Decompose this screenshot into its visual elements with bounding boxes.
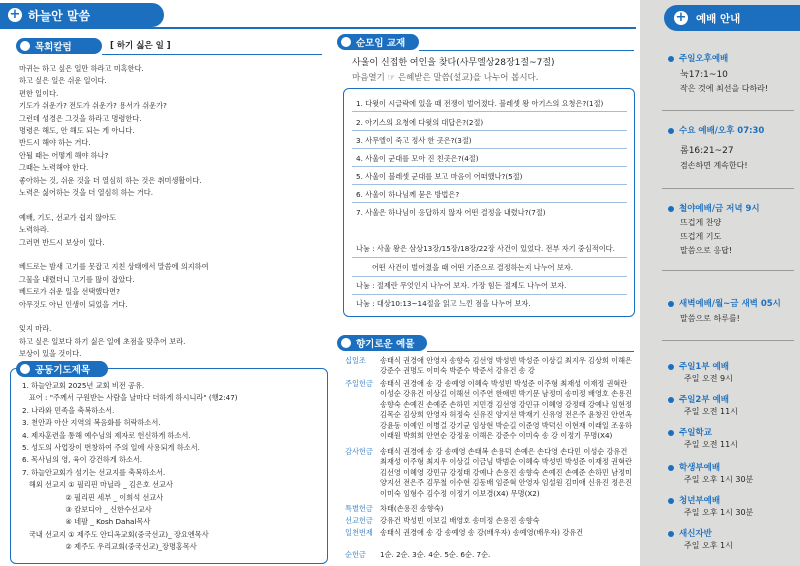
study-header — [337, 34, 419, 50]
share-divider — [352, 294, 627, 295]
schedule-title — [668, 426, 712, 438]
column-line: 보상이 있을 것이다. — [19, 349, 82, 359]
column-header-line — [102, 54, 322, 55]
schedule-title — [668, 461, 720, 473]
prayer-item: 1. 하늘안교회 2025년 교회 비전 공유. — [22, 381, 145, 390]
worship-section-title — [668, 202, 760, 214]
worship-header — [664, 5, 800, 31]
worship-header-label: 예배 안내 — [696, 12, 741, 25]
worship-divider — [662, 188, 794, 189]
column-line: 하고 싶은 일보다 하기 싫은 일에 초점을 맞추어 보라. — [19, 336, 186, 346]
column-line: 하고 싶은 일은 쉬운 일이다. — [19, 76, 107, 86]
offering-label: 선교헌금 — [345, 516, 373, 525]
prayer-item: 6. 목사님의 영, 육이 강건하게 하소서. — [22, 455, 143, 465]
schedule-title-text: 새신자반 — [679, 529, 712, 539]
schedule-title-text: 주일2부 예배 — [679, 395, 729, 405]
prayer-list — [22, 380, 322, 554]
bullet-icon — [668, 531, 674, 537]
schedule-time: 주일 오전 9시 — [684, 374, 733, 383]
schedule-time: 주일 오전 11시 — [684, 407, 738, 416]
study-question: 3. 사무엘이 죽고 정사 한 곳은?(3절) — [356, 136, 472, 145]
prayer-item: 7. 하늘안교회가 섬기는 선교지를 축복하소서. — [22, 467, 166, 477]
worship-divider — [662, 270, 794, 271]
column-line: 마귀는 하고 싶은 일만 하라고 미혹한다. — [19, 64, 144, 73]
worship-message: 겸손하면 계속한다! — [680, 161, 748, 170]
share-divider — [352, 257, 627, 258]
bullet-icon — [668, 128, 674, 134]
schedule-title-text: 주일학교 — [679, 428, 712, 438]
column-line: 잊지 마라. — [19, 324, 52, 334]
schedule-title-text: 학생부예배 — [679, 463, 721, 473]
worship-verse: 롬16:21~27 — [680, 146, 734, 156]
study-header-label: 순모임 교재 — [356, 38, 406, 49]
study-question: 1. 다윗이 시글락에 있을 때 전쟁이 벌어졌다. 블레셋 왕 아기스의 요청은?(1절) — [356, 99, 604, 108]
column-line: 그러면 반드시 보상이 있다. — [19, 237, 105, 247]
worship-section-title — [668, 124, 764, 136]
plus-icon: + — [9, 7, 21, 22]
column-line: 그때는 노력해야 한다. — [19, 163, 89, 173]
study-share: 나눔 : 대상10:13~14절을 읽고 느낀 점을 나누어 보자. — [356, 299, 531, 308]
bullet-icon — [668, 56, 674, 62]
worship-section-title-text: 주일오후예배 — [679, 54, 729, 64]
column-line: 베드로는 밤새 고기를 못잡고 지친 상태에서 말씀에 의지하여 — [19, 262, 209, 272]
column-line: 편한 일이다. — [19, 88, 59, 98]
study-title: 사울이 신접한 여인을 찾다(사무엘상28장1절~7절) — [352, 58, 555, 68]
prayer-item: ② 필리핀 세부 _ 이희석 선교사 — [22, 492, 164, 502]
study-question: 4. 사울이 군대를 모아 진 친곳은?(4절) — [356, 154, 479, 163]
bullet-icon — [668, 430, 674, 436]
column-line: 노력하라. — [19, 225, 50, 235]
column-line: 안될 때는 어떻게 해야 하나? — [19, 150, 109, 160]
column-line: 노력은 싫어하는 것을 더 열심히 하는 거다. — [19, 188, 154, 198]
prayer-item: 3. 천안과 아산 지역의 복음화를 허락하소서. — [22, 418, 161, 428]
bullet-icon — [668, 397, 674, 403]
offering-names: 송태식 권경애 송 강 송예영 송 강(배우자) 송예영(배우자) 강유건 — [380, 528, 584, 537]
offering-label: 일천번제 — [345, 528, 373, 537]
share-divider — [352, 276, 627, 277]
worship-verse: 눅17:1~10 — [680, 70, 728, 80]
column-spacer — [19, 311, 319, 323]
offering-label: 주일헌금 — [345, 379, 373, 388]
offering-label: 십일조 — [345, 356, 366, 365]
column-line: 그물을 내렸더니 고기를 많이 잡았다. — [19, 274, 135, 284]
offering-names: 차태(손용진 송향숙) — [380, 504, 444, 513]
schedule-time: 주일 오전 11시 — [684, 440, 738, 449]
prayer-item: 해외 선교지 ① 필리핀 마닐라 _ 김은호 선교사 — [22, 480, 173, 490]
study-question: 7. 사울은 하나님이 응답하지 않자 어떤 결정을 내렸나?(7절) — [356, 208, 546, 217]
worship-section-title — [668, 52, 728, 64]
study-share: 나눔 : 사울 왕은 삼상13장/15장/18장/22장 사건이 있었다. 전부 자기 중심적이다. — [356, 244, 615, 253]
offering-label: 특별헌금 — [345, 504, 373, 513]
question-divider — [352, 130, 627, 131]
column-line: 명령은 해도, 안 해도 되는 게 아니다. — [19, 126, 135, 136]
bullet-icon — [668, 498, 674, 504]
prayer-item: ④ 네팔 _ Kosh Dahal목사 — [22, 517, 151, 527]
prayer-item: 4. 제자훈련을 통해 예수님의 제자로 헌신하게 하소서. — [22, 430, 191, 440]
page-banner — [0, 3, 164, 27]
column-line: 기도가 쉬운가? 전도가 쉬운가? 용서가 쉬운가? — [19, 101, 167, 111]
column-line: 좋아하는 것, 쉬운 것을 더 열심히 하는 것은 취미생활이다. — [19, 175, 202, 185]
schedule-title — [668, 393, 729, 405]
question-divider — [352, 148, 627, 149]
question-divider — [352, 202, 627, 203]
column-header — [16, 38, 102, 54]
study-question: 6. 사울이 하나님께 묻은 방법은? — [356, 190, 460, 199]
study-intro: 마음열기 ☞ 은혜받은 말씀(설교)을 나누어 봅시다. — [352, 73, 539, 83]
prayer-item: 2. 나라와 민족을 축복하소서. — [22, 405, 115, 415]
question-divider — [352, 184, 627, 185]
prayer-item: 5. 성도의 사업장이 번창하여 주의 일에 사용되게 하소서. — [22, 443, 200, 453]
worship-section-title-text: 새벽예배/월~금 새벽 05시 — [679, 299, 781, 309]
offering-header-label: 향기로운 예물 — [356, 339, 415, 350]
schedule-time: 주일 오후 1시 30분 — [684, 508, 754, 517]
worship-message: 작은 것에 최선을 다하라! — [680, 84, 769, 93]
bullet-icon — [668, 465, 674, 471]
question-divider — [352, 166, 627, 167]
schedule-title — [668, 494, 720, 506]
column-line: 아무것도 아닌 인생이 되었을 거다. — [19, 299, 128, 309]
column-spacer — [19, 249, 319, 261]
question-divider — [352, 111, 627, 112]
column-body — [19, 63, 319, 361]
schedule-title — [668, 527, 712, 539]
schedule-title — [668, 360, 729, 372]
banner-title: 하늘안 말씀 — [28, 8, 91, 23]
offering-names: 송태식 권경애 송 강 송예영 손태복 손용덕 손예은 손다영 손다민 이성순 강유건 최재성 이주형 최지우 이상길 이금님 박범순 이혜숙 박성빈 박성준 이재정 권혁란 김선영 이혜영 강민규 강정태 강예나 손용진 송향숙 손예진 손예준 손하민 남정미 양지선 전은주 김무철 이수현 김동배 임준혁 안영자 임설원 김미애 신유진 정은진 이미숙 임형수 김수정 이정기 이보경(X4) 무명(X2) — [380, 447, 632, 498]
schedule-title-text: 주일1부 예배 — [679, 362, 729, 372]
worship-section-title-text: 수요 예배/오후 07:30 — [679, 126, 765, 136]
schedule-title-text: 청년부예배 — [679, 496, 721, 506]
study-question: 2. 아기스의 요청에 다윗의 대답은?(2절) — [356, 118, 484, 127]
offering-names: 강유건 박성빈 이보길 배영호 송미정 손용진 송향숙 — [380, 516, 540, 525]
dot-icon — [341, 338, 351, 348]
study-share: 어떤 사건이 벌어졌을 때 어떤 기준으로 결정하는지 나누어 보자. — [356, 263, 574, 272]
prayer-header — [16, 361, 108, 377]
offering-header — [337, 335, 427, 351]
banner-divider — [0, 27, 636, 29]
offering-label: 감사헌금 — [345, 447, 373, 456]
column-line: 반드시 해야 하는 거다. — [19, 138, 91, 148]
schedule-time: 주일 오후 1시 30분 — [684, 475, 754, 484]
prayer-item: ③ 캄보디아 _ 신한수선교사 — [22, 505, 152, 515]
prayer-item: 국내 선교지 ① 제주도 안디옥교회(중국선교)_ 장요엔목사 — [22, 529, 209, 539]
worship-section-title — [668, 297, 781, 309]
bullet-icon — [668, 206, 674, 212]
column-subtitle: [ 하기 싫은 일 ] — [110, 41, 171, 51]
bullet-icon — [668, 301, 674, 307]
worship-message: 뜨겁게 찬양 — [680, 218, 722, 227]
column-line: 예배, 기도, 선교가 쉽지 않아도 — [19, 212, 117, 222]
column-spacer — [19, 199, 319, 211]
dot-icon — [20, 364, 30, 374]
study-question: 5. 사울이 블레셋 군대를 보고 마음이 어떠했나?(5절) — [356, 172, 523, 181]
study-header-line — [419, 50, 634, 51]
offering-names: 송태식 권경애 안영자 송향숙 김선영 박성빈 박성준 이상길 최지우 김상희 이해은 강준수 권명도 이미숙 박준수 박준서 강유건 송 강 — [380, 356, 632, 376]
worship-message: 말씀으로 하루를! — [680, 314, 740, 323]
study-share: 나눔 : 절제란 무엇인지 나누어 보자. 가장 힘든 절제도 나누어 보자. — [356, 281, 567, 290]
offering-names: 송태식 권경애 송 강 송예영 이혜숙 박성빈 박성준 이주형 최재성 이재정 권혁란 이성순 강유건 이상길 이해선 이주연 한애빈 박기문 남정미 송미정 배영호 손용진 송향숙 손예진 손예준 손하민 지민경 김선영 강민규 이혜영 강정태 강예나 임현정 김목순 김상희 안영자 허정숙 신유진 양지선 박재기 신유영 전은주 윤창진 안연옥 강윤동 이예인 이병걸 강기균 임상현 박순길 이준영 박덕신 이현재 이래일 조웅하 이래원 박희희 안연순 강정웅 이해은 강준수 이미숙 송 강 이정기 무명(X4) — [380, 379, 632, 441]
worship-message: 말씀으로 응답! — [680, 246, 733, 255]
plus-icon: + — [675, 10, 687, 25]
column-line: 베드로가 쉬운 일을 선택했다면? — [19, 287, 120, 297]
offering-names: 1순. 2순. 3순. 4순. 5순. 6순. 7순. — [380, 550, 491, 559]
column-header-label: 목회칼럼 — [35, 42, 72, 53]
prayer-header-label: 공동기도제목 — [35, 365, 91, 376]
worship-message: 뜨겁게 기도 — [680, 232, 722, 241]
offering-header-line — [427, 351, 634, 352]
dot-icon — [20, 41, 30, 51]
worship-section-title-text: 철야예배/금 저녁 9시 — [679, 204, 760, 214]
dot-icon — [341, 37, 351, 47]
column-line: 그런데 성경은 그것을 하라고 명령한다. — [19, 113, 142, 123]
prayer-item: ② 제주도 우리교회(중국선교)_장명홍목사 — [22, 542, 197, 552]
worship-divider — [662, 110, 794, 111]
worship-divider — [662, 340, 794, 341]
schedule-time: 주일 오후 1시 — [684, 541, 733, 550]
bullet-icon — [668, 364, 674, 370]
offering-label: 순헌금 — [345, 550, 366, 559]
prayer-item: 표어 : "주께서 구원받는 사람을 날마다 더하게 하시니라" (행2:47) — [22, 393, 238, 403]
